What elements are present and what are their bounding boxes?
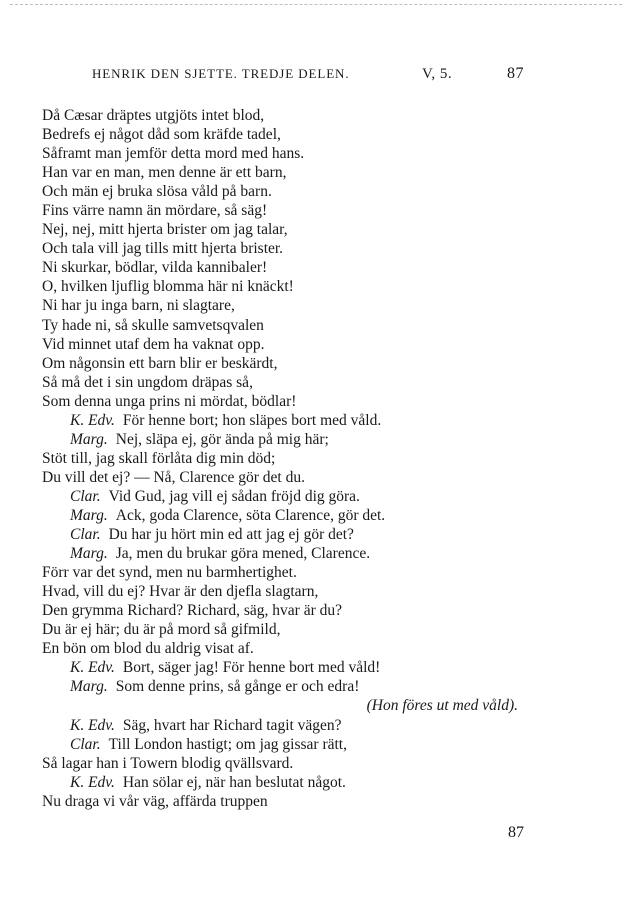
running-header	[92, 64, 524, 84]
line-text: Ty hade ni, så skulle samvetsqvalen	[42, 316, 264, 334]
line-text: Så må det i sin ungdom dräpas så,	[42, 373, 253, 391]
verse-line	[42, 182, 522, 201]
speaker-name: Marg.	[70, 545, 108, 563]
verse-line	[42, 773, 522, 792]
verse-line	[42, 639, 522, 658]
line-text: Till London hastigt; om jag gissar rätt,	[108, 735, 347, 753]
line-text: Nu draga vi vår väg, affärda truppen	[42, 792, 268, 810]
verse-line	[42, 601, 522, 620]
verse-line	[42, 792, 522, 811]
line-text: Då Cæsar dräptes utgjöts intet blod,	[42, 107, 265, 124]
line-text: Vid Gud, jag vill ej sådan fröjd dig göra.	[108, 487, 360, 505]
line-text: O, hvilken ljuflig blomma här ni knäckt!	[42, 278, 294, 296]
line-text: Så lagar han i Towern blodig qvällsvard.	[42, 754, 294, 772]
verse-line	[42, 335, 522, 354]
line-text: Fins värre namn än mördare, så säg!	[42, 202, 268, 220]
speaker-name: Clar.	[70, 487, 101, 505]
line-text: Som denne prins, så gånge er och edra!	[115, 678, 360, 696]
line-text: Nej, släpa ej, gör ända på mig här;	[115, 430, 329, 448]
line-text: Du har ju hört min ed att jag ej gör det?	[108, 526, 354, 544]
line-text: Förr var det synd, men nu barmhertighet.	[42, 564, 297, 582]
line-text: Ack, goda Clarence, söta Clarence, gör det.	[115, 506, 386, 524]
speaker-name: Marg.	[70, 678, 108, 696]
verse-line	[42, 125, 522, 144]
verse-line	[42, 316, 522, 335]
verse-line	[42, 487, 522, 506]
running-title: HENRIK DEN SJETTE. TREDJE DELEN.	[92, 66, 350, 81]
verse-body	[42, 106, 522, 811]
line-text: Han var en man, men denne är ett barn,	[42, 164, 287, 182]
speaker-name: K. Edv.	[70, 411, 115, 429]
verse-line	[42, 106, 522, 125]
verse-line	[42, 220, 522, 239]
verse-line	[42, 754, 522, 773]
line-text: Nej, nej, mitt hjerta brister om jag talar,	[42, 221, 288, 239]
line-text: Han sölar ej, när han beslutat något.	[122, 773, 346, 791]
speaker-name: Clar.	[70, 735, 101, 753]
speaker-name: K. Edv.	[70, 659, 115, 677]
verse-line	[42, 392, 522, 411]
speaker-name: Clar.	[70, 526, 101, 544]
verse-line	[42, 563, 522, 582]
page-top-edge	[10, 4, 622, 5]
speaker-name: K. Edv.	[70, 773, 115, 791]
verse-line	[42, 258, 522, 277]
verse-line	[42, 735, 522, 754]
verse-line	[42, 620, 522, 639]
verse-line	[42, 716, 522, 735]
act-scene: V, 5.	[422, 66, 453, 82]
line-text: Ni skurkar, bödlar, vilda kannibaler!	[42, 259, 268, 277]
line-text: Du är ej här; du är på mord så gifmild,	[42, 621, 281, 639]
verse-line	[42, 296, 522, 315]
verse-line	[42, 411, 522, 430]
verse-line	[42, 239, 522, 258]
line-text: (Hon föres ut med våld).	[366, 697, 518, 715]
line-text: Stöt till, jag skall förlåta dig min död;	[42, 449, 276, 467]
line-text: Bort, säger jag! För henne bort med våld!	[122, 659, 381, 677]
verse-line	[42, 163, 522, 182]
header-page-number: 87	[507, 65, 524, 82]
line-text: Som denna unga prins ni mördat, bödlar!	[42, 392, 297, 410]
verse-line	[42, 354, 522, 373]
verse-line	[42, 506, 522, 525]
line-text: Och män ej bruka slösa våld på barn.	[42, 183, 272, 201]
line-text: För henne bort; hon släpes bort med våld.	[122, 411, 382, 429]
line-text: Om någonsin ett barn blir er beskärdt,	[42, 354, 278, 372]
line-text: Den grymma Richard? Richard, säg, hvar är du?	[42, 602, 342, 620]
verse-line	[42, 658, 522, 677]
verse-line	[42, 449, 522, 468]
verse-line	[42, 582, 522, 601]
speaker-name: K. Edv.	[70, 716, 115, 734]
speaker-name: Marg.	[70, 430, 108, 448]
speaker-name: Marg.	[70, 506, 108, 524]
verse-line	[42, 430, 522, 449]
verse-line	[42, 277, 522, 296]
line-text: Och tala vill jag tills mitt hjerta brister.	[42, 240, 284, 258]
verse-line	[42, 144, 522, 163]
line-text: Såframt man jemför detta mord med hans.	[42, 145, 305, 163]
verse-line	[42, 468, 522, 487]
verse-line	[42, 525, 522, 544]
line-text: Bedrefs ej något dåd som kräfde tadel,	[42, 126, 281, 144]
verse-line	[42, 677, 522, 696]
line-text: Ja, men du brukar göra mened, Clarence.	[115, 545, 371, 563]
verse-line	[42, 201, 522, 220]
verse-line	[42, 544, 522, 563]
line-text: Ni har ju inga barn, ni slagtare,	[42, 297, 235, 315]
footer-page-number: 87	[508, 824, 524, 841]
line-text: Hvad, vill du ej? Hvar är den djefla slagtarn,	[42, 583, 319, 601]
line-text: Säg, hvart har Richard tagit vägen?	[122, 716, 342, 734]
line-text: Vid minnet utaf dem ha vaknat opp.	[42, 335, 265, 353]
stage-direction	[42, 696, 522, 715]
verse-line	[42, 373, 522, 392]
line-text: Du vill det ej? — Nå, Clarence gör det du.	[42, 468, 305, 486]
line-text: En bön om blod du aldrig visat af.	[42, 640, 254, 658]
